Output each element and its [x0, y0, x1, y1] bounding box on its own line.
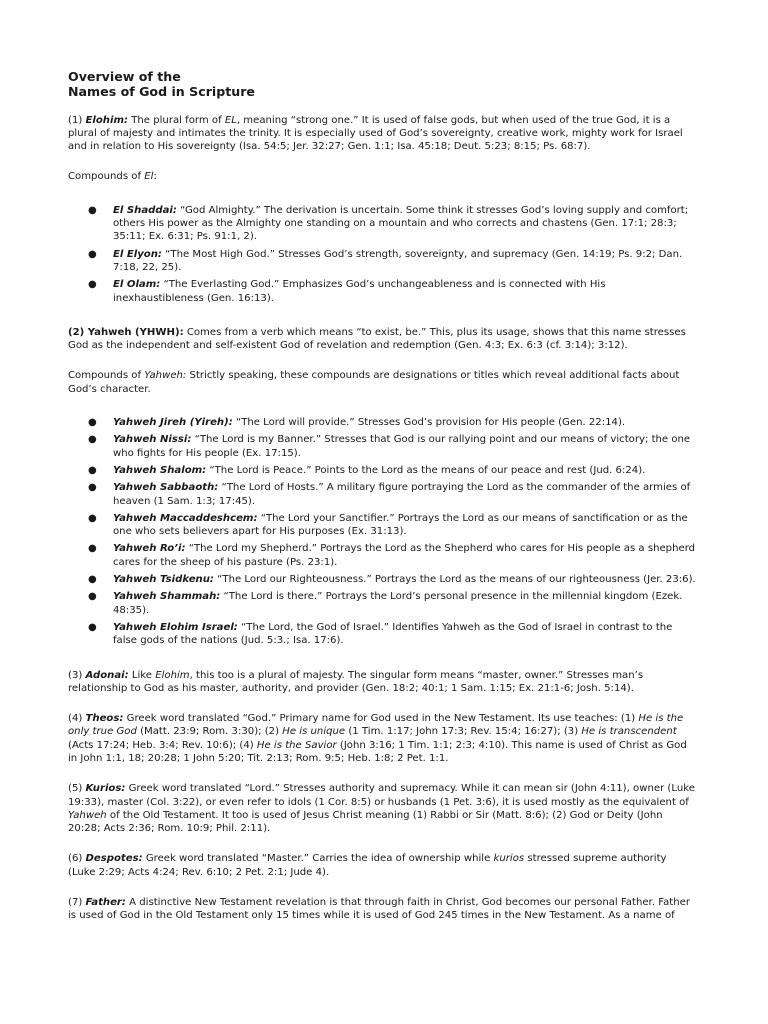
title-line-1: Overview of the: [68, 69, 181, 84]
list-item: ● Yahweh Sabbaoth: “The Lord of Hosts.” A military figure portraying the Lord as the commander of the armies of heaven (1 Sam. 1:3; 17:45).: [88, 482, 691, 507]
list-item: ● Yahweh Shalom: “The Lord is Peace.” Points to the Lord as the means of our peace and rest (Jud. 6:24).: [88, 464, 646, 476]
list-item: ● Yahweh Tsidkenu: “The Lord our Righteousness.” Portrays the Lord as the means of our righteousness (Jer. 23:6).: [88, 574, 696, 586]
list-item: ● El Elyon: “The Most High God.” Stresses God’s strength, sovereignty, and supremacy (Gen. 14:19; Ps. 9:2; Dan. 7:18, 22, 25).: [88, 248, 683, 273]
theos-term: Theos:: [85, 713, 124, 725]
despotes-term: Despotes:: [85, 853, 143, 865]
elohim-term: Elohim:: [85, 114, 129, 126]
list-item: ● Yahweh Jireh (Yireh): “The Lord will provide.” Stresses God’s provision for His people (Gen. 22:14).: [88, 417, 626, 429]
adonai-term: Adonai:: [85, 669, 129, 681]
bullet-icon: ●: [88, 543, 97, 555]
list-item: ● Yahweh Nissi: “The Lord is my Banner.” Stresses that God is our rallying point and our means of victory; the one who fights for His people (Ex. 17:15).: [88, 434, 691, 459]
bullet-icon: ●: [88, 591, 97, 603]
bullet-icon: ●: [88, 434, 97, 446]
despotes-paragraph: (6) Despotes: Greek word translated “Master.” Carries the idea of ownership while kurios stressed supreme authority (Luke 2:29; Acts 4:24; Rev. 6:10; 2 Pet. 2:1; Jude 4).: [68, 853, 667, 878]
yahweh-paragraph: (2) Yahweh (YHWH): Comes from a verb which means “to exist, be.” This, plus its usage, shows that this name stresses God as the independent and self-existent God of revelation and redemption (Gen. 4:3; Ex. 6:3 (cf. 3:14); 3:12).: [68, 326, 686, 352]
list-item: ● El Olam: “The Everlasting God.” Emphasizes God’s unchangeableness and is connected with His inexhaustibleness (Gen. 16:13).: [88, 279, 606, 304]
father-paragraph: (7) Father: A distinctive New Testament revelation is that through faith in Christ, God becomes our personal Father. Father is used of God in the Old Testament only 15 times while it is used of God 245 times in the New Testament. As a name of: [68, 897, 690, 922]
theos-paragraph: (4) Theos: Greek word translated “God.” Primary name for God used in the New Testament. Its use teaches: (1) He is the only true God (Matt. 23:9; Rom. 3:30); (2) He is unique (1 Tim. 1:17; John 17:3; Rev. 15:4; 16:27); (3) He is transcendent (Acts 17:24; Heb. 3:4; Rev. 10:6); (4) He is the Savior (John 3:16; 1 Tim. 1:1; 2:3; 4:10). This name is used of Christ as God in John 1:1, 18; 20:28; 1 John 5:20; Tit. 2:13; Rom. 9:5; Heb. 1:8; 2 Pet. 1:1.: [68, 713, 687, 764]
list-item: ● Yahweh Shammah: “The Lord is there.” Portrays the Lord’s personal presence in the millennial kingdom (Ezek. 48:35).: [88, 591, 683, 616]
list-item: ● Yahweh Maccaddeshcem: “The Lord your Sanctifier.” Portrays the Lord as our means of sanctification or as the one who sets believers apart for His purposes (Ex. 31:13).: [88, 512, 688, 538]
compounds-el-heading: Compounds of El:: [68, 171, 157, 183]
bullet-icon: ●: [88, 279, 97, 291]
compounds-yahweh-heading: Compounds of Yahweh: Strictly speaking, these compounds are designations or titles which reveal additional facts about God’s character.: [68, 370, 680, 395]
yahweh-term: (2) Yahweh (YHWH):: [68, 326, 184, 338]
el-compounds-list: [68, 204, 696, 305]
yahweh-compounds-list: [68, 416, 696, 647]
list-item: ● Yahweh Ro’i: “The Lord my Shepherd.” Portrays the Lord as the Shepherd who cares for His people as a shepherd cares for the sheep of his pasture (Ps. 23:1).: [88, 543, 696, 568]
father-term: Father:: [85, 897, 126, 909]
bullet-icon: ●: [88, 204, 97, 216]
page-title: [68, 70, 696, 100]
kurios-term: Kurios:: [85, 783, 126, 795]
bullet-icon: ●: [88, 621, 97, 633]
bullet-icon: ●: [88, 248, 97, 260]
bullet-icon: ●: [88, 482, 97, 494]
bullet-icon: ●: [88, 574, 97, 586]
bullet-icon: ●: [88, 512, 97, 524]
document-body: [68, 70, 696, 923]
elohim-number: (1): [68, 114, 86, 126]
list-item: ● El Shaddai: “God Almighty.” The derivation is uncertain. Some think it stresses God’s loving supply and comfort; others His power as the Almighty one standing on a mountain and who corrects and chastens (Gen. 17:1; 28:3; 35:11; Ex. 6:31; Ps. 91:1, 2).: [88, 204, 689, 243]
list-item: ● Yahweh Elohim Israel: “The Lord, the God of Israel.” Identifies Yahweh as the God of Israel in contrast to the false gods of the nations (Jud. 5:3.; Isa. 17:6).: [88, 621, 673, 647]
adonai-paragraph: (3) Adonai: Like Elohim, this too is a plural of majesty. The singular form means “master, owner.” Stresses man’s relationship to God as his master, authority, and provider (Gen. 18:2; 40:1; 1 Sam. 1:15; Ex. 21:1-6; Josh. 5:14).: [68, 669, 644, 694]
kurios-paragraph: (5) Kurios: Greek word translated “Lord.” Stresses authority and supremacy. While it can mean sir (John 4:11), owner (Luke 19:33), master (Col. 3:22), or even refer to idols (1 Cor. 8:5) or husbands (1 Pet. 3:6), it is used mostly as the equivalent of Yahweh of the Old Testament. It too is used of Jesus Christ meaning (1) Rabbi or Sir (Matt. 8:6); (2) God or Deity (John 20:28; Acts 2:36; Rom. 10:9; Phil. 2:11).: [68, 783, 695, 835]
title-line-2: Names of God in Scripture: [68, 83, 255, 99]
elohim-paragraph: (1) Elohim: The plural form of EL, meaning “strong one.” It is used of false gods, but when used of the true God, it is a plural of majesty and intimates the trinity. It is especially used of God’s sovereignty, creative work, mighty work for Israel and in relation to His sovereignty (Isa. 54:5; Jer. 32:27; Gen. 1:1; Isa. 45:18; Deut. 5:23; 8:15; Ps. 68:7).: [68, 114, 683, 153]
bullet-icon: ●: [88, 417, 97, 429]
bullet-icon: ●: [88, 464, 97, 476]
